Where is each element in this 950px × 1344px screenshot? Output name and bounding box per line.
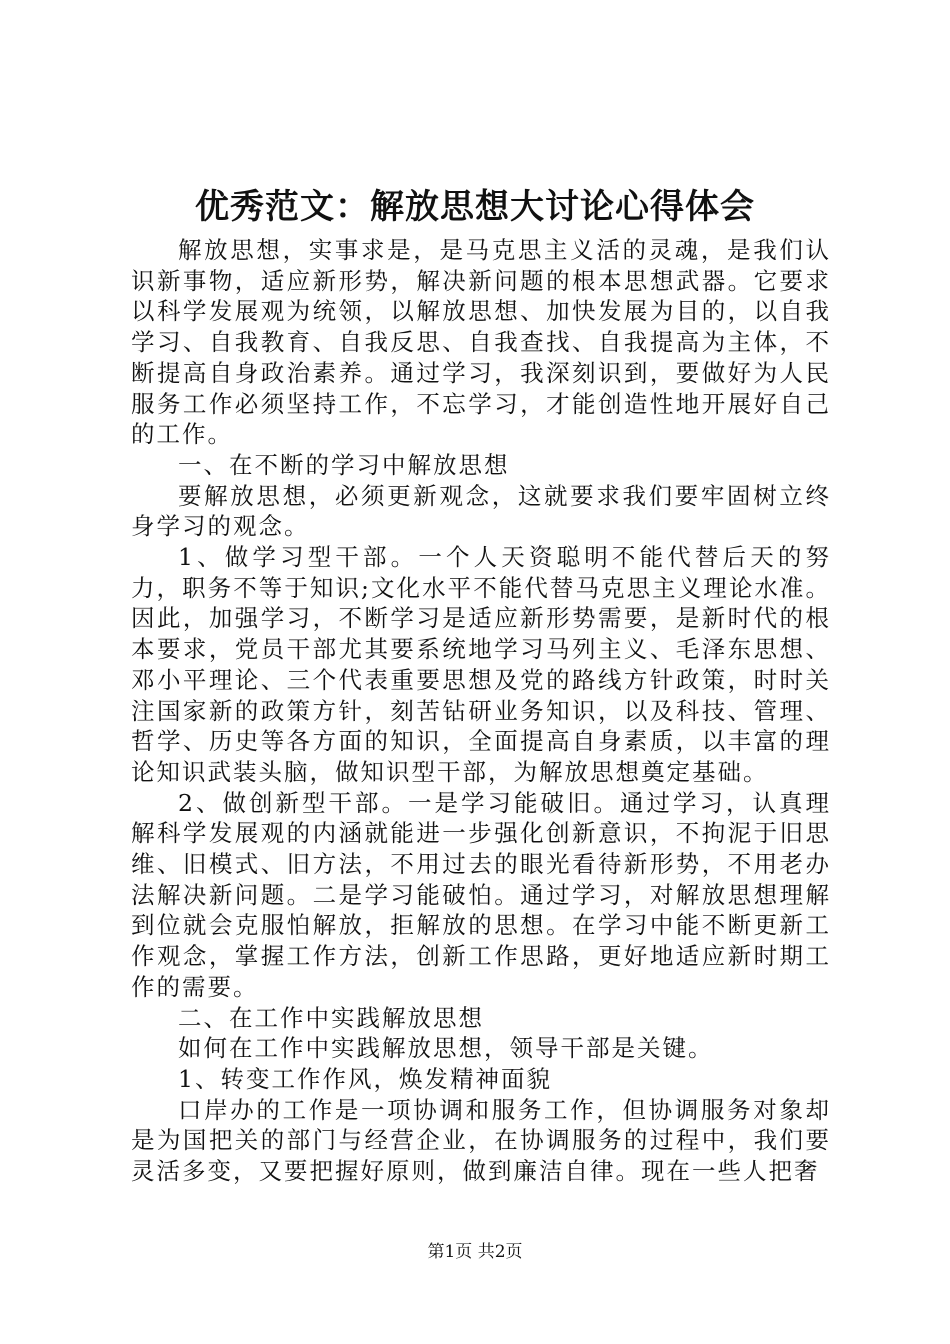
page-number: 第1页 共2页 bbox=[427, 1242, 523, 1262]
paragraph-intro: 解放思想，实事求是，是马克思主义活的灵魂，是我们认识新事物，适应新形势，解决新问题的根本思想武器。它要求以科学发展观为统领，以解放思想、加快发展为目的，以自我学习、自我教育、自我反思、自我查找、自我提高为主体，不断提高自身政治素养。通过学习，我深刻识到，要做好为人民服务工作必须坚持工作，不忘学习，才能创造性地开展好自己的工作。 bbox=[131, 236, 831, 449]
document-title: 优秀范文：解放思想大讨论心得体会 bbox=[195, 187, 755, 227]
paragraph: 口岸办的工作是一项协调和服务工作，但协调服务对象却是为国把关的部门与经营企业，在协调服务的过程中，我们要灵活多变，又要把握好原则，做到廉洁自律。现在一些人把奢 bbox=[131, 1095, 831, 1186]
section-heading-1: 一、在不断的学习中解放思想 bbox=[178, 450, 510, 479]
paragraph: 2、做创新型干部。一是学习能破旧。通过学习，认真理解科学发展观的内涵就能进一步强化创新意识，不拘泥于旧思维、旧模式、旧方法，不用过去的眼光看待新形势，不用老办法解决新问题。二是学习能破怕。通过学习，对解放思想理解到位就会克服怕解放，拒解放的思想。在学习中能不断更新工作观念，掌握工作方法，创新工作思路，更好地适应新时期工作的需要。 bbox=[131, 788, 831, 1001]
paragraph: 如何在工作中实践解放思想，领导干部是关键。 bbox=[178, 1034, 714, 1063]
document-body bbox=[131, 235, 831, 1187]
paragraph: 要解放思想，必须更新观念，这就要求我们要牢固树立终身学习的观念。 bbox=[131, 481, 831, 541]
paragraph: 1、做学习型干部。一个人天资聪明不能代替后天的努力，职务不等于知识;文化水平不能代替马克思主义理论水准。因此，加强学习，不断学习是适应新形势需要，是新时代的根本要求，党员干部尤其要系统地学习马列主义、毛泽东思想、邓小平理论、三个代表重要思想及党的路线方针政策，时时关注国家新的政策方针，刻苦钻研业务知识，以及科技、管理、哲学、历史等各方面的知识，全面提高自身素质，以丰富的理论知识武装头脑，做知识型干部，为解放思想奠定基础。 bbox=[131, 543, 831, 786]
section-heading-2: 二、在工作中实践解放思想 bbox=[178, 1003, 484, 1032]
subsection-heading: 1、转变工作作风，焕发精神面貌 bbox=[178, 1064, 552, 1093]
